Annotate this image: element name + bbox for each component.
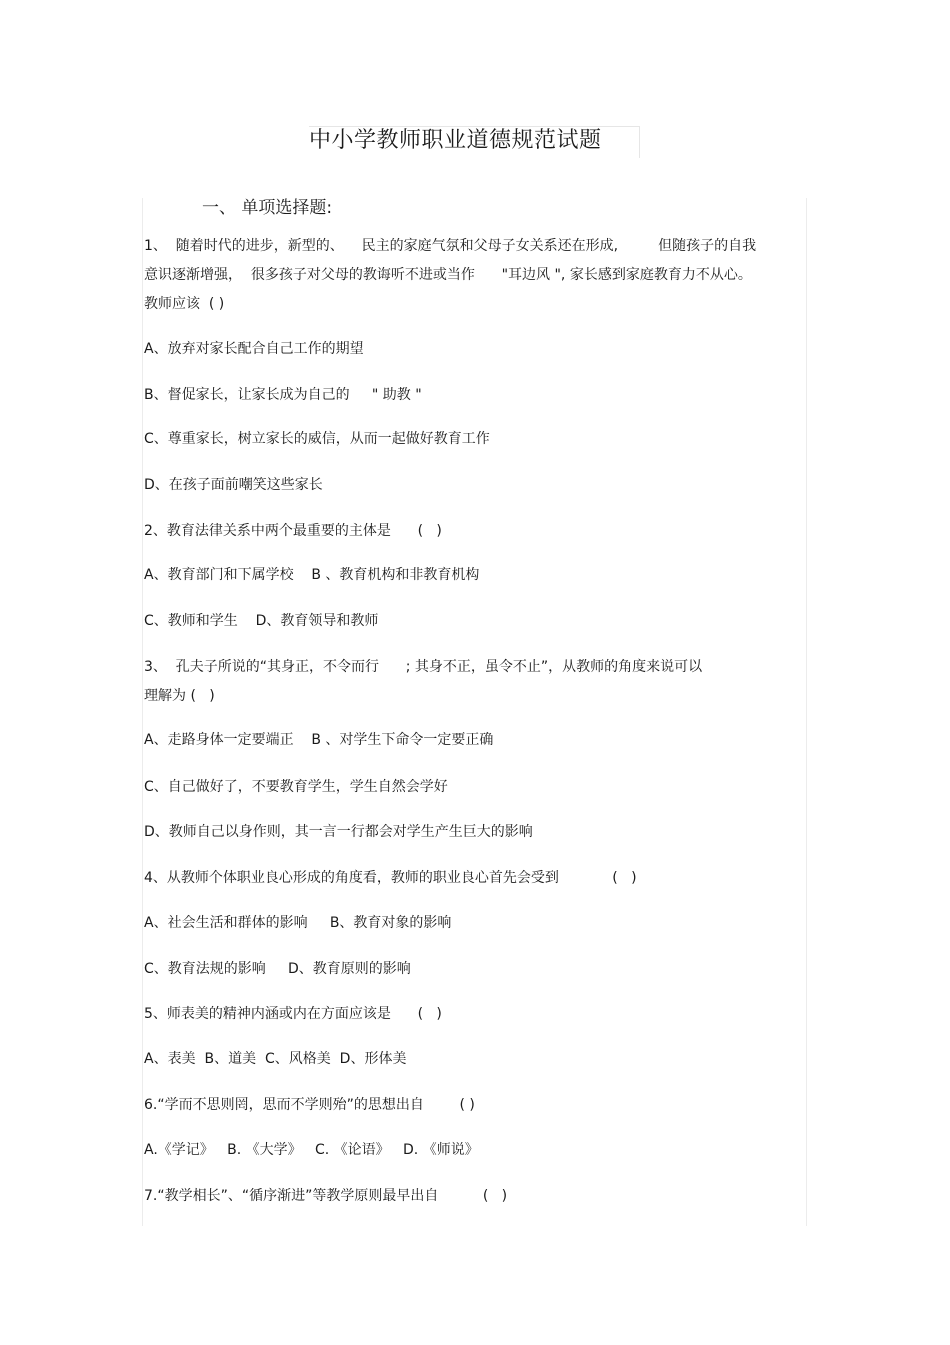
question-1-line-2: 意识逐渐增强， 很多孩子对父母的教诲听不进或当作 "耳边风 ", 家长感到家庭教育力不从心。 bbox=[144, 267, 752, 283]
question-3-options-ab: A、走路身体一定要端正 B 、对学生下命令一定要正确 bbox=[144, 732, 494, 748]
question-3-option-c: C、自己做好了，不要教育学生，学生自然会学好 bbox=[144, 779, 448, 795]
question-3-line-2: 理解为 ( ) bbox=[144, 688, 215, 704]
question-1-line-1: 1、 随着时代的进步，新型的、 民主的家庭气氛和父母子女关系还在形成, 但随孩子的自我 bbox=[144, 238, 757, 254]
question-2-options-cd: C、教师和学生 D、教育领导和教师 bbox=[144, 613, 379, 629]
question-3-option-d: D、教师自己以身作则，其一言一行都会对学生产生巨大的影响 bbox=[144, 824, 533, 840]
question-1-option-c: C、尊重家长，树立家长的威信，从而一起做好教育工作 bbox=[144, 431, 490, 447]
question-6-options: A.《学记》 B. 《大学》 C. 《论语》 D. 《师说》 bbox=[144, 1142, 479, 1158]
section-heading: 一、 单项选择题: bbox=[202, 198, 333, 218]
question-6: 6.“学而不思则罔，思而不学则殆”的思想出自 ( ) bbox=[144, 1097, 475, 1113]
question-7: 7.“教学相长”、“循序渐进”等教学原则最早出自 ( ) bbox=[144, 1188, 508, 1204]
document-title: 中小学教师职业道德规范试题 bbox=[309, 128, 602, 153]
question-4-options-ab: A、社会生活和群体的影响 B、教育对象的影响 bbox=[144, 915, 452, 931]
question-5-options: A、表美 B、道美 C、风格美 D、形体美 bbox=[144, 1051, 407, 1067]
question-1-line-3: 教师应该 ( ) bbox=[144, 296, 225, 312]
question-3-line-1: 3、 孔夫子所说的“其身正，不令而行 ; 其身不正，虽令不止”，从教师的角度来说可以 bbox=[144, 659, 703, 675]
page-frame-left bbox=[142, 198, 143, 1226]
question-1-option-a: A、放弃对家长配合自己工作的期望 bbox=[144, 341, 364, 357]
page-frame-right bbox=[806, 198, 807, 1226]
question-4-options-cd: C、教育法规的影响 D、教育原则的影响 bbox=[144, 961, 411, 977]
question-1-option-b: B、督促家长，让家长成为自己的 " 助教 " bbox=[144, 387, 422, 403]
question-5: 5、师表美的精神内涵或内在方面应该是 ( ) bbox=[144, 1006, 442, 1022]
question-2-options-ab: A、教育部门和下属学校 B 、教育机构和非教育机构 bbox=[144, 567, 480, 583]
question-4: 4、从教师个体职业良心形成的角度看，教师的职业良心首先会受到 ( ) bbox=[144, 870, 637, 886]
question-2: 2、教育法律关系中两个最重要的主体是 ( ) bbox=[144, 523, 442, 539]
question-1-option-d: D、在孩子面前嘲笑这些家长 bbox=[144, 477, 323, 493]
